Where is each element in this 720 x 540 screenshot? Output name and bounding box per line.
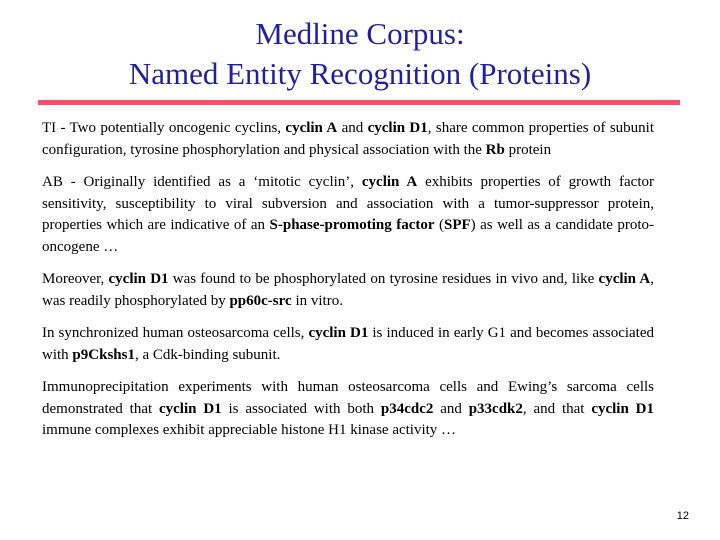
title-divider [38, 100, 680, 105]
protein-entity: p34cdc2 [380, 400, 434, 417]
slide-title [0, 14, 720, 94]
paragraph-text: Immunoprecipitation experiments with human osteosarcoma cells and Ewing’s sarcoma cells demonstrated that [42, 379, 654, 417]
protein-entity: SPF [444, 217, 471, 233]
protein-entity: cyclin A [285, 120, 338, 136]
protein-entity: Rb [485, 141, 505, 158]
protein-entity: cyclin A [598, 271, 651, 287]
slide-title-line-1: Medline Corpus: [255, 16, 465, 51]
paragraph-text: , a Cdk-binding subunit. [134, 346, 281, 363]
paragraph-text: ( [434, 217, 444, 233]
paragraph-text: and [433, 400, 469, 417]
protein-entity: cyclin D1 [108, 271, 169, 287]
page-number: 12 [676, 510, 689, 522]
protein-entity: cyclin D1 [367, 120, 428, 136]
abstract-paragraph [42, 269, 654, 312]
paragraph-text: TI - Two potentially oncogenic cyclins, [42, 120, 286, 136]
paragraph-text: Moreover, [42, 271, 109, 287]
paragraph-text: exhibits properties of growth factor sensitivity, susceptibility to viral subversion and association with a tumor-suppressor protein, properties which are indicative of an [42, 174, 654, 233]
paragraph-text: In synchronized human osteosarcoma cells, [42, 325, 309, 341]
protein-entity: pp60c-src [229, 292, 292, 309]
protein-entity: p9Ckshs1 [72, 346, 135, 363]
paragraph-text: is associated with both [221, 400, 381, 417]
abstract-paragraph [42, 323, 654, 366]
paragraph-text: ) as well as a candidate proto-oncogene … [42, 217, 655, 255]
paragraph-text: , was readily phosphorylated by [42, 271, 654, 309]
protein-entity: p33cdk2 [468, 400, 523, 417]
protein-entity: S-phase-promoting factor [269, 217, 435, 233]
paragraph-text: immune complexes exhibit appreciable histone H1 kinase activity … [42, 422, 457, 438]
slide-body [42, 118, 654, 453]
paragraph-text: , and that [522, 400, 592, 417]
protein-entity: cyclin A [361, 174, 418, 190]
protein-entity: cyclin D1 [591, 400, 654, 417]
paragraph-text: in vitro. [291, 292, 343, 309]
abstract-paragraph [42, 377, 654, 442]
paragraph-text: , share common properties of subunit configuration, tyrosine phosphorylation and physical association with the [42, 120, 654, 158]
paragraph-text: protein [504, 141, 552, 158]
paragraph-text: was found to be phosphorylated on tyrosine residues in vivo and, like [168, 271, 599, 287]
paragraph-text: AB - Originally identified as a ‘mitotic cyclin’, [42, 174, 362, 190]
slide-title-line-2: Named Entity Recognition (Proteins) [128, 56, 592, 91]
protein-entity: cyclin D1 [308, 325, 369, 341]
abstract-paragraph [42, 172, 654, 258]
abstract-paragraph [42, 118, 654, 161]
paragraph-text: is induced in early G1 and becomes associated with [42, 325, 654, 363]
paragraph-text: and [337, 120, 368, 136]
protein-entity: cyclin D1 [158, 400, 222, 417]
